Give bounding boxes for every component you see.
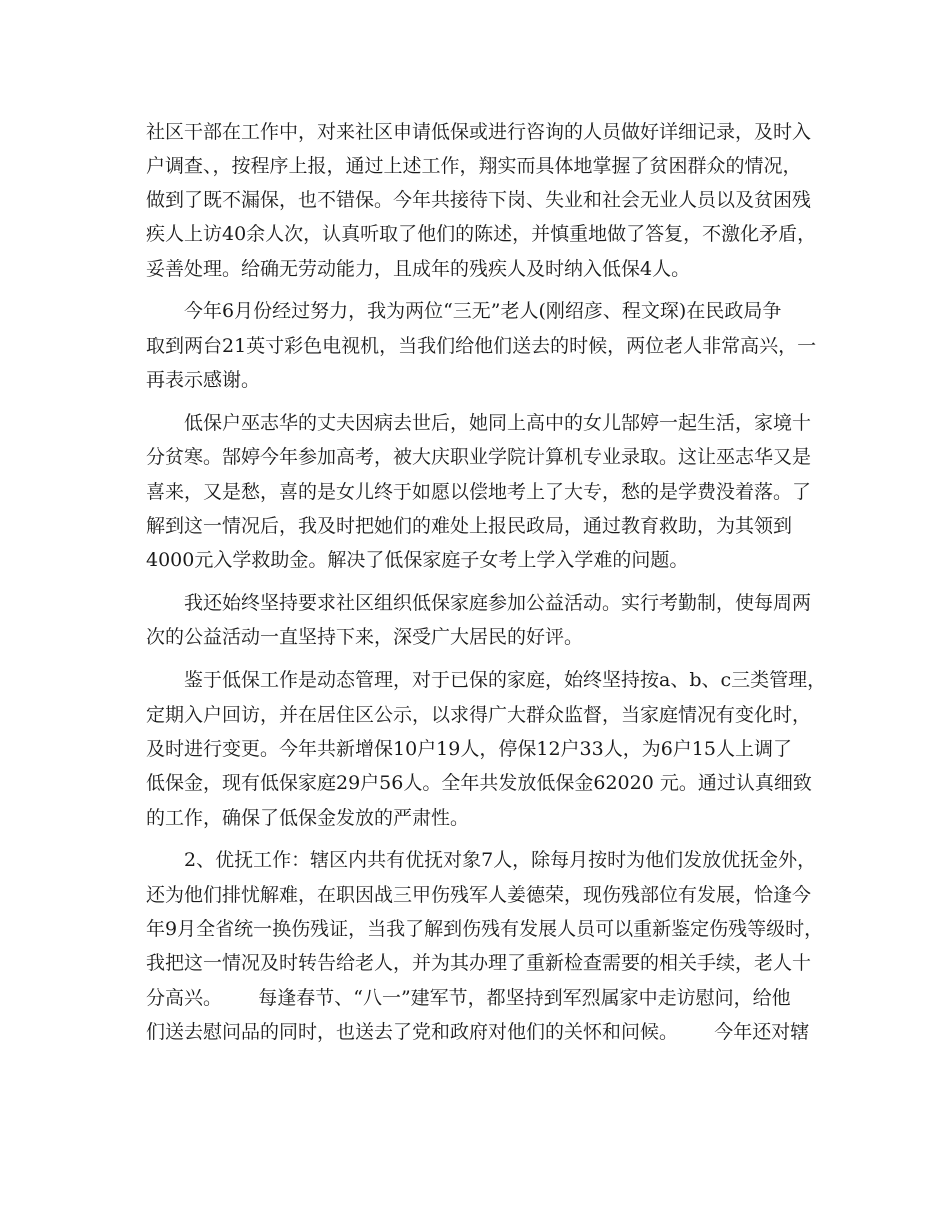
text-line: 的工作，确保了低保金发放的严肃性。 [146, 807, 470, 829]
text-line: 今年6月份经过努力，我为两位“三无”老人(刚绍彦、程文琛)在民政局争 [184, 300, 782, 322]
text-line: 分贫寒。郜婷今年参加高考，被大庆职业学院计算机专业录取。这让巫志华又是 [146, 446, 812, 468]
text-line: 喜来，又是愁，喜的是女儿终于如愿以偿地考上了大专，愁的是学费没着落。了 [146, 481, 812, 503]
text-line: 2、优抚工作：辖区内共有优抚对象7人，除每月按时为他们发放优抚金外， [184, 849, 817, 871]
text-line: 取到两台21英寸彩色电视机，当我们给他们送去的时候，两位老人非常高兴，一 [146, 335, 817, 357]
text-line: 社区干部在工作中，对来社区申请低保或进行咨询的人员做好详细记录，及时入 [146, 121, 812, 143]
text-line: 次的公益活动一直坚持下来，深受广大居民的好评。 [146, 626, 584, 648]
text-line: 疾人上访40余人次，认真听取了他们的陈述，并慎重地做了答复，不激化矛盾， [146, 223, 817, 245]
text-line: 们送去慰问品的同时，也送去了党和政府对他们的关怀和问候。 今年还对辖 [146, 1021, 810, 1043]
text-line: 我把这一情况及时转告给老人，并为其办理了重新检查需要的相关手续，老人十 [146, 952, 812, 974]
text-line: 我还始终坚持要求社区组织低保家庭参加公益活动。实行考勤制，使每周两 [184, 592, 812, 614]
text-line: 年9月全省统一换伤残证，当我了解到伤残有发展人员可以重新鉴定伤残等级时， [146, 918, 824, 940]
text-line: 4000元入学救助金。解决了低保家庭子女考上学入学难的问题。 [146, 549, 689, 571]
text-line: 还为他们排忧解难，在职因战三甲伤残军人姜德荣，现伤残部位有发展，恰逢今 [146, 884, 812, 906]
text-line: 低保户巫志华的丈夫因病去世后，她同上高中的女儿郜婷一起生活，家境十 [184, 412, 812, 434]
text-line: 分高兴。 每逢春节、“八一”建军节，都坚持到军烈属家中走访慰问，给他 [146, 987, 791, 1009]
text-line: 解到这一情况后，我及时把她们的难处上报民政局，通过教育救助，为其领到 [146, 515, 793, 537]
text-line: 做到了既不漏保，也不错保。今年共接待下岗、失业和社会无业人员以及贫困残 [146, 189, 812, 211]
text-line: 户调查、，按程序上报，通过上述工作，翔实而具体地掌握了贫困群众的情况， [146, 155, 802, 177]
text-line: 妥善处理。给确无劳动能力，且成年的残疾人及时纳入低保4人。 [146, 258, 691, 280]
text-line: 定期入户回访，并在居住区公示，以求得广大群众监督，当家庭情况有变化时， [146, 704, 812, 726]
text-line: 低保金，现有低保家庭29户56人。全年共发放低保金62020 元。通过认真细致 [146, 772, 812, 794]
text-line: 及时进行变更。今年共新增保10户19人，停保12户33人，为6户15人上调了 [146, 738, 792, 760]
text-line: 再表示感谢。 [146, 369, 261, 391]
text-line: 鉴于低保工作是动态管理，对于已保的家庭，始终坚持按a、b、c三类管理， [184, 669, 827, 691]
